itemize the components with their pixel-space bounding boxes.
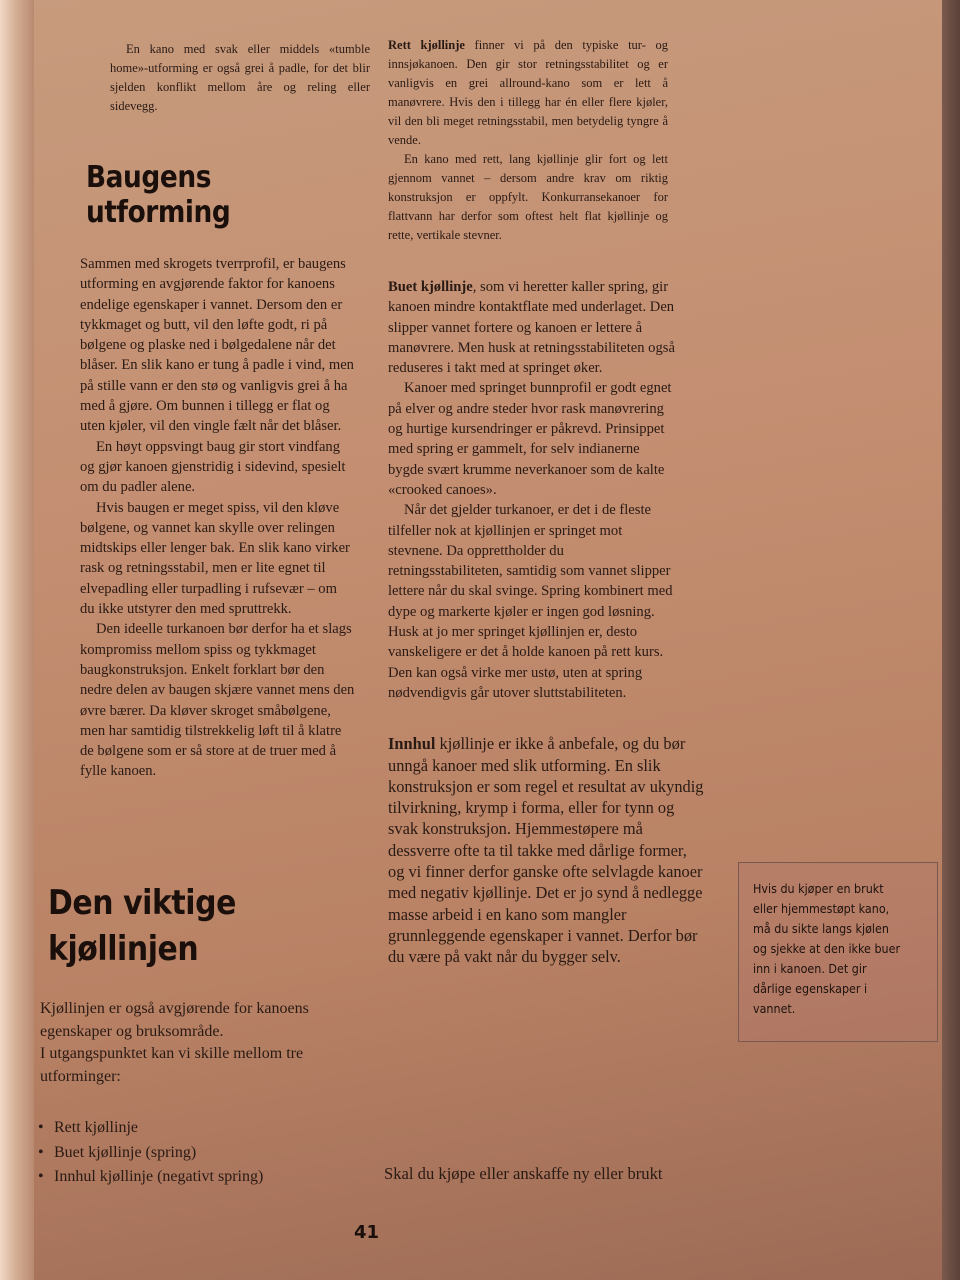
- heading-baugens-utforming: Baugens utforming: [86, 160, 231, 230]
- buet-paragraph-3: Når det gjelder turkanoer, er det i de fleste tilfeller nok at kjøllinjen er springet mot stevnene. Da opprettholder du retningsstabiliteten, samtidig som vannet slipper lettere når du skal svinge. Spring kombinert med dype og markerte kjøler er ingen god løsning.: [388, 502, 673, 620]
- bau-paragraph-4: Den ideelle turkanoen bør derfor ha et slags kompromiss mellom spiss og tykkmaget baugkonstruksjon. Enkelt forklart bør den nedre delen av baugen skjære vannet mens den øvre bærer. Da kløver skroget småbølgene, men har samtidig tilstrekkelig løft til å klatre de bølgene som er så store at de truer med å fylle kanoen.: [80, 621, 355, 780]
- heading-line-2: kjøllinjen: [48, 929, 199, 969]
- buet-lead: Buet kjøllinje: [388, 279, 473, 295]
- bau-paragraph-2: En høyt oppsvingt baug gir stort vindfang og gjør kanoen gjenstridig i sidevind, spesielt om du padler alene.: [80, 438, 346, 496]
- buet-paragraph-4: Husk at jo mer springet kjøllinjen er, desto vanskeligere er det å holde kanoen på rett kurs. Den kan også virke mer ustø, uten at spring nødvendigvis går utover sluttstabiliteten.: [388, 624, 664, 701]
- page-number: 41: [354, 1222, 380, 1243]
- rett-lead: Rett kjøllinje: [388, 38, 465, 52]
- heading-line-1: Den viktige: [48, 883, 236, 923]
- bau-paragraph-3: Hvis baugen er meget spiss, vil den kløve bølgene, og vannet kan skylle over relingen midtskips eller lenger bak. En slik kano virker rask og retningsstabil, men er lite egnet til elvepadling eller turpadling i rufsevær – om du ikke utstyrer den med spruttrekk.: [80, 499, 350, 618]
- kjollinje-intro-2: I utgangspunktet kan vi skille mellom tre utforminger:: [40, 1045, 304, 1085]
- last-line: Skal du kjøpe eller anskaffe ny eller brukt: [384, 1164, 663, 1183]
- right-column: [388, 36, 718, 968]
- buet-paragraph-2: Kanoer med springet bunnprofil er godt egnet på elver og andre steder hvor rask manøvrering og hurtige kursendringer er påkrevd. Prinsippet med spring er gammelt, for selv indianerne bygde svært krumme neverkanoer som de kalte «crooked canoes».: [388, 380, 672, 498]
- intro-paragraph: En kano med svak eller middels «tumble home»-utforming er også grei å padle, for det blir sjelden konflikt mellom åre og reling eller sidevegg.: [110, 42, 370, 113]
- left-column: [80, 40, 370, 782]
- kjollinje-intro: [40, 998, 360, 1088]
- innhul-paragraph: Innhul kjøllinje er ikke å anbefale, og du bør unngå kanoer med slik utforming. En slik konstruksjon er som regel et resultat av ukyndig tilvirkning, krymp i forma, eller for tynn og svak konstruksjon. Hjemmestøpere må dessverre ofte ta til takke med dårlige former, og vi finner derfor ganske ofte selvlagde kanoer med negativ kjøllinje. Det er jo synd å nedlegge masse arbeid i en kano som mangler grunnleggende egenskaper i vannet. Derfor bør du være på vakt når du bygger selv.: [388, 734, 704, 967]
- heading-den-viktige-kjollinjen: [48, 880, 312, 972]
- innhul-lead: Innhul: [388, 734, 436, 754]
- page-edge: [942, 0, 960, 1280]
- rett-paragraph-1: Rett kjøllinje finner vi på den typiske tur- og innsjøkanoen. Den gir stor retningsstabilitet og er vanligvis en grei allround-kano som er lett å manøvrere. Hvis den i tillegg har én eller flere kjøler, vil den bli meget retningsstabil, men betydelig tyngre å vende.: [388, 38, 668, 147]
- page-binding: [0, 0, 34, 1280]
- rett-paragraph-2: En kano med rett, lang kjøllinje glir fort og lett gjennom vannet – dersom andre krav om riktig konstruksjon er oppfylt. Konkurransekanoer for flattvann har derfor som oftest helt flat kjøllinje og rette, vertikale stevner.: [388, 152, 668, 242]
- tip-text: Hvis du kjøper en brukt eller hjemmestøpt kano, må du sikte langs kjølen og sjekke at den ikke buer inn i kanoen. Det gir dårlige egenskaper i vannet.: [753, 881, 901, 1016]
- kjollinje-list: [36, 1116, 356, 1190]
- list-item: • Buet kjøllinje (spring): [36, 1141, 356, 1166]
- list-item: • Rett kjøllinje: [36, 1116, 356, 1141]
- bau-paragraph-1: Sammen med skrogets tverrprofil, er baugens utforming en avgjørende faktor for kanoens endelige egenskaper i vannet. Dersom den er tykkmaget og butt, vil den løfte godt, ri på bølgene og plaske ned i bølgedalene når det blåser. En slik kano er tung å padle i vind, men på stille vann er den stø og vanligvis grei å ha med å gjøre. Om bunnen i tillegg er flat og uten kjøler, vil den vingle fælt når det blåser.: [80, 256, 354, 435]
- list-item: • Innhul kjøllinje (negativt spring): [36, 1165, 356, 1190]
- tip-box: [738, 862, 938, 1042]
- kjollinje-intro-1: Kjøllinjen er også avgjørende for kanoens egenskaper og bruksområde.: [40, 1000, 309, 1040]
- buet-paragraph-1: Buet kjøllinje, som vi heretter kaller spring, gir kanoen mindre kontaktflate med underlaget. Den slipper vannet fortere og kanoen er lettere å manøvrere. Men husk at retningsstabiliteten også reduseres i takt med at springet øker.: [388, 279, 675, 377]
